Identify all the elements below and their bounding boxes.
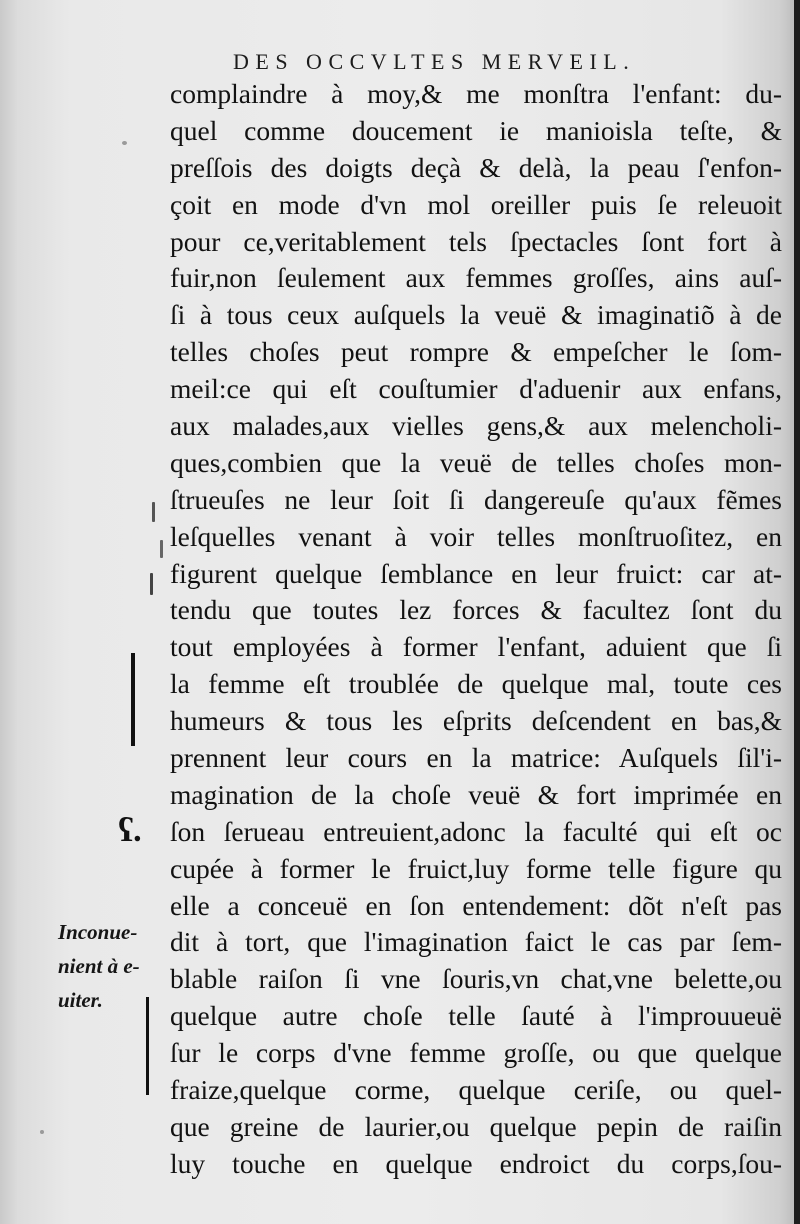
margin-pen-mark: ʕ. bbox=[118, 812, 142, 849]
text-line-10: aux malades,aux vielles gens,& aux melencholi- bbox=[170, 410, 782, 442]
text-line-16: tout employées à former l'enfant, aduient que ſi bbox=[170, 631, 782, 663]
text-line-29: que greine de laurier,ou quelque pepin de raiſin bbox=[170, 1110, 782, 1142]
margin-bracket-mark-lower bbox=[146, 997, 149, 1095]
text-line-25: blable raiſon ſi vne ſouris,vn chat,vne belette,ou bbox=[170, 963, 782, 995]
page-speck bbox=[152, 502, 155, 522]
text-line-17: la femme eſt troublée de quelque mal, toute ces bbox=[170, 668, 782, 700]
running-head: DES OCCVLTES MERVEIL. bbox=[233, 49, 636, 74]
text-line-9: meil:ce qui eſt couſtumier d'aduenir aux enfans, bbox=[170, 373, 782, 405]
margin-note bbox=[58, 915, 168, 1017]
text-line-23: elle a conceuë en ſon entendement: dõt n'eſt pas bbox=[170, 889, 782, 921]
text-line-28: fraize,quelque corme, quelque ceriſe, ou quel- bbox=[170, 1074, 782, 1106]
text-line-13: leſquelles venant à voir telles monſtruoſitez, en bbox=[170, 520, 782, 552]
page-speck bbox=[150, 573, 153, 595]
text-line-4: çoit en mode d'vn mol oreiller puis ſe releuoit bbox=[170, 188, 782, 220]
page-speck bbox=[40, 1130, 44, 1134]
text-line-18: humeurs & tous les eſprits deſcendent en bas,& bbox=[170, 705, 782, 737]
margin-note-line-1: Inconue- bbox=[58, 920, 138, 944]
text-line-7: ſi à tous ceux auſquels la veuë & imaginatiõ à de bbox=[170, 299, 782, 331]
text-line-8: telles choſes peut rompre & empeſcher le ſom- bbox=[170, 336, 782, 368]
text-line-5: pour ce,veritablement tels ſpectacles ſont fort à bbox=[170, 225, 782, 257]
text-line-27: ſur le corps d'vne femme groſſe, ou que quelque bbox=[170, 1037, 782, 1069]
text-line-30: luy touche en quelque endroict du corps,ſou- bbox=[170, 1147, 782, 1179]
page-speck bbox=[160, 540, 163, 558]
text-line-3: preſſois des doigts deçà & delà, la peau ſ'enfon- bbox=[170, 151, 782, 183]
text-line-24: dit à tort, que l'imagination faict le cas par ſem- bbox=[170, 926, 782, 958]
text-line-6: fuir,non ſeulement aux femmes groſſes, ains auſ- bbox=[170, 262, 782, 294]
text-line-11: ques,combien que la veuë de telles choſes mon- bbox=[170, 446, 782, 478]
text-line-19: prennent leur cours en la matrice: Auſquels ſil'i- bbox=[170, 742, 782, 774]
margin-note-line-2: nient à e- bbox=[58, 954, 140, 978]
margin-bracket-mark bbox=[131, 653, 135, 746]
text-line-26: quelque autre choſe telle ſauté à l'improuueuë bbox=[170, 1000, 782, 1032]
text-line-20: magination de la choſe veuë & fort imprimée en bbox=[170, 778, 782, 810]
text-line-21: ſon ſerueau entreuient,adonc la faculté qui eſt oc bbox=[170, 815, 782, 847]
text-line-22: cupée à former le fruict,luy forme telle figure qu bbox=[170, 852, 782, 884]
page-speck bbox=[122, 141, 127, 145]
text-line-2: quel comme doucement ie manioisla teſte, & bbox=[170, 114, 782, 146]
margin-note-line-3: uiter. bbox=[58, 988, 103, 1012]
text-line-12: ſtrueuſes ne leur ſoit ſi dangereuſe qu'aux fẽmes bbox=[170, 483, 782, 515]
body-text bbox=[170, 76, 782, 1183]
text-line-1: complaindre à moy,& me monſtra l'enfant: du- bbox=[170, 78, 782, 109]
text-line-15: tendu que toutes lez forces & facultez ſont du bbox=[170, 594, 782, 626]
text-line-14: figurent quelque ſemblance en leur fruict: car at- bbox=[170, 557, 782, 589]
